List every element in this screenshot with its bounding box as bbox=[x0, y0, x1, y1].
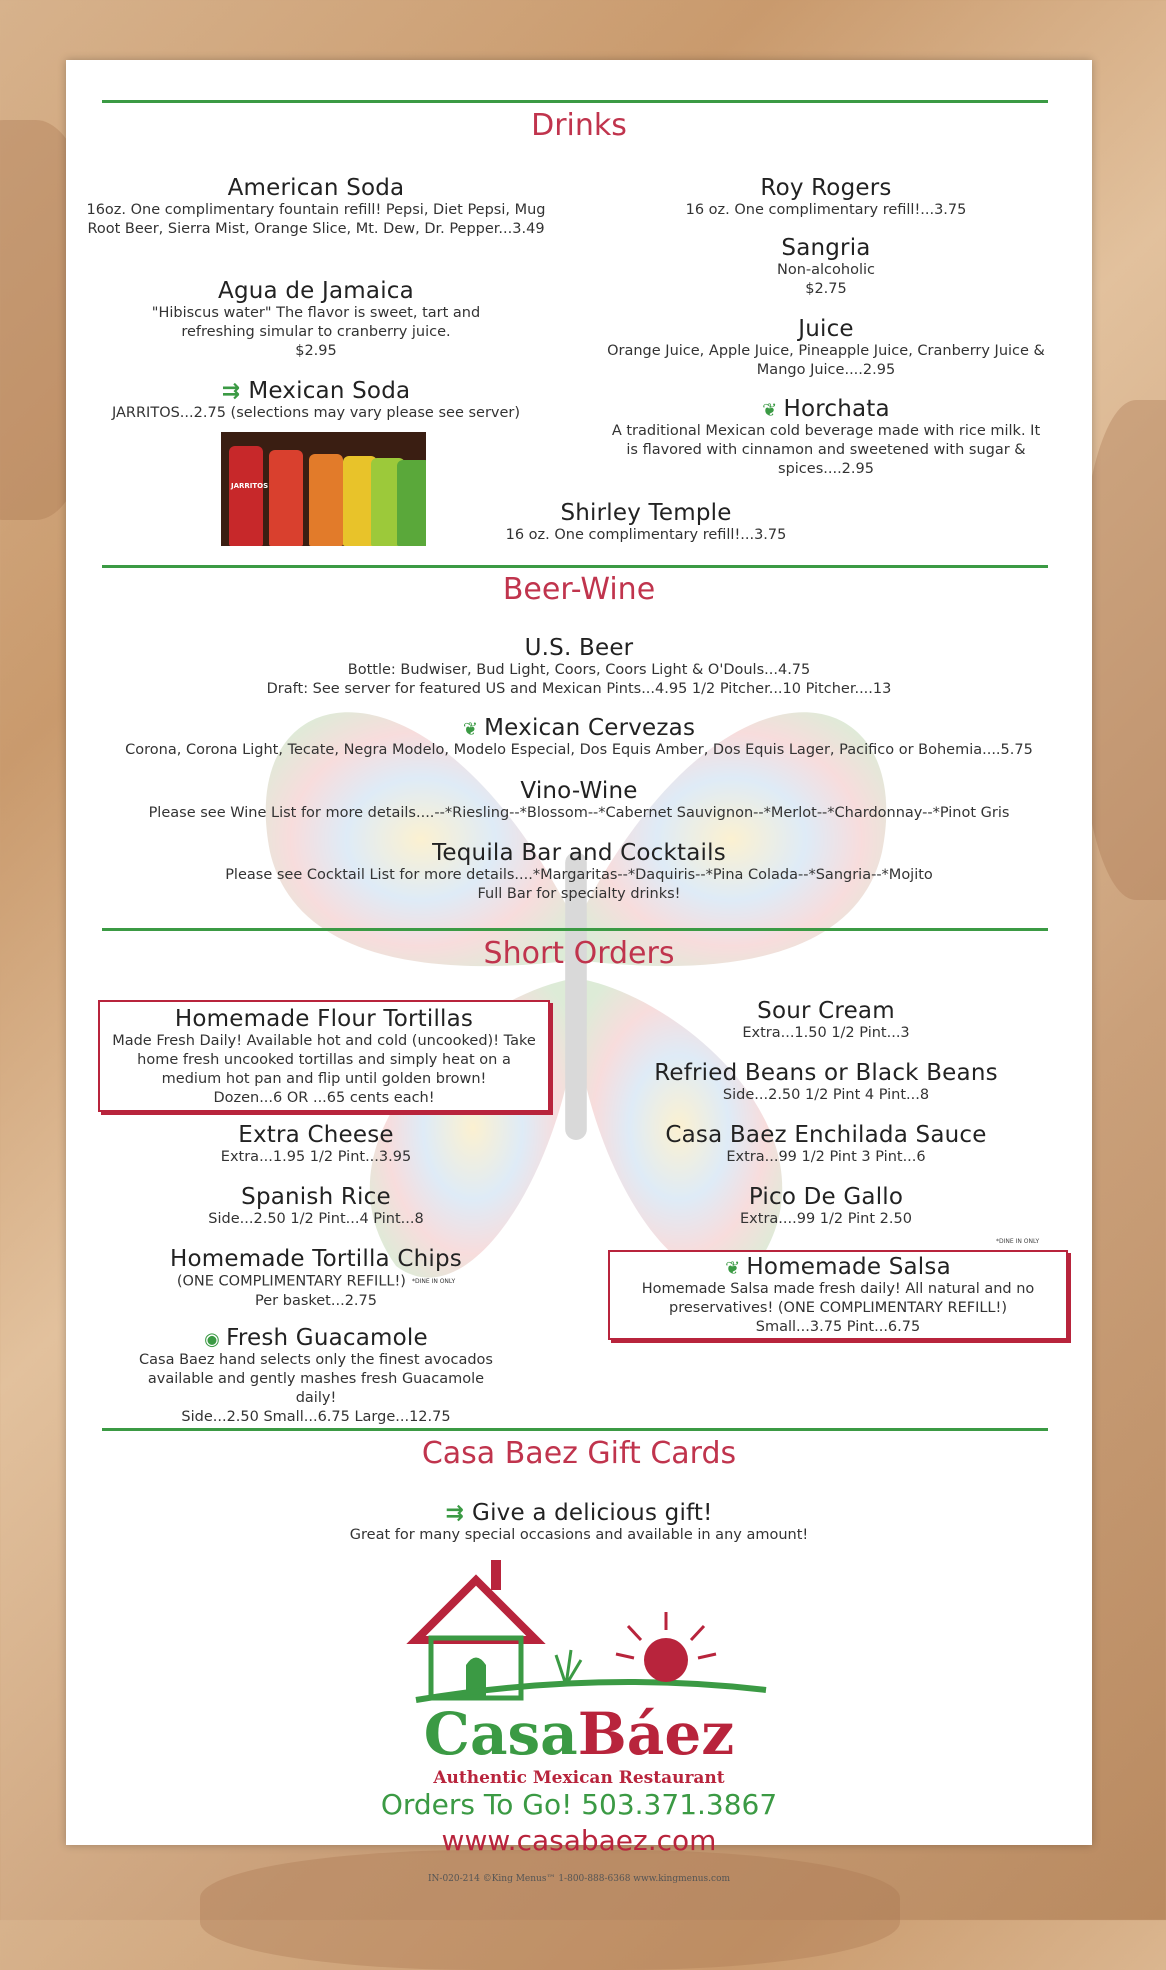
item-desc: Extra...1.50 1/2 Pint...3 bbox=[742, 1025, 910, 1041]
casa-baez-logo bbox=[396, 1550, 776, 1710]
section-divider bbox=[102, 1428, 1048, 1431]
item-name: Fresh Guacamole bbox=[226, 1325, 428, 1351]
website-link[interactable]: www.casabaez.com bbox=[441, 1824, 717, 1857]
arrow-icon: ⇉ bbox=[445, 1501, 465, 1526]
item-name: Sangria bbox=[781, 235, 871, 261]
gift-card-promo bbox=[86, 1500, 1072, 1545]
short-orders-title: Short Orders bbox=[483, 936, 675, 971]
drinks-title: Drinks bbox=[531, 108, 627, 143]
beer-wine-title: Beer-Wine bbox=[502, 572, 656, 607]
bottle-red bbox=[269, 450, 303, 546]
item-desc: Please see Cocktail List for more details....*Margaritas--*Daquiris--*Pina Colada--*Sangria--*Mojito bbox=[225, 867, 933, 883]
roy-rogers bbox=[606, 175, 1046, 220]
homemade-salsa bbox=[620, 1254, 1056, 1337]
item-price: $2.95 bbox=[295, 343, 337, 359]
mexican-cervezas bbox=[86, 715, 1072, 760]
item-name: Homemade Tortilla Chips bbox=[170, 1246, 462, 1272]
gift-cards-title: Casa Baez Gift Cards bbox=[421, 1436, 737, 1471]
item-desc: 16 oz. One complimentary refill!...3.75 bbox=[505, 527, 787, 543]
sour-cream bbox=[606, 998, 1046, 1043]
jarritos-photo bbox=[221, 432, 426, 546]
item-name: Shirley Temple bbox=[560, 500, 732, 526]
item-desc: Bottle: Budwiser, Bud Light, Coors, Coors Light & O'Douls...4.75 bbox=[347, 662, 811, 678]
us-beer bbox=[86, 635, 1072, 699]
item-price: Per basket...2.75 bbox=[255, 1292, 377, 1309]
bottle-green bbox=[397, 460, 426, 546]
item-desc: Extra...1.95 1/2 Pint...3.95 bbox=[220, 1149, 412, 1165]
item-name: Vino-Wine bbox=[520, 778, 638, 804]
item-desc: Full Bar for specialty drinks! bbox=[477, 886, 681, 902]
american-soda bbox=[86, 175, 546, 239]
section-divider bbox=[102, 565, 1048, 568]
item-desc: Please see Wine List for more details....--*Riesling--*Blossom--*Cabernet Sauvignon--*Merlot--*Chardonnay--*Pinot Gris bbox=[148, 805, 1010, 821]
bottle-red bbox=[229, 446, 263, 546]
item-desc: Orange Juice, Apple Juice, Pineapple Juice, Cranberry Juice & Mango Juice....2.95 bbox=[607, 343, 1045, 378]
background-texture bbox=[1080, 400, 1166, 900]
item-desc: Draft: See server for featured US and Mexican Pints...4.95 1/2 Pitcher...10 Pitcher....13 bbox=[266, 681, 892, 697]
refried-beans bbox=[606, 1060, 1046, 1105]
gift-desc: Great for many special occasions and available in any amount! bbox=[349, 1527, 809, 1543]
brand-baez: Báez bbox=[577, 1700, 735, 1768]
arrow-icon: ⇉ bbox=[221, 379, 241, 404]
avocado-icon: ◉ bbox=[204, 1329, 221, 1350]
item-name: Roy Rogers bbox=[760, 175, 892, 201]
section-divider bbox=[102, 100, 1048, 103]
item-desc: 16oz. One complimentary fountain refill! Pepsi, Diet Pepsi, Mug Root Beer, Sierra Mist, Orange Slice, Mt. Dew, Dr. Pepper...3.49 bbox=[86, 202, 546, 237]
mexican-soda bbox=[86, 378, 546, 423]
fresh-guacamole bbox=[86, 1325, 546, 1427]
agua-de-jamaica bbox=[86, 278, 546, 361]
item-name: Spanish Rice bbox=[241, 1184, 391, 1210]
item-name: Mexican Soda bbox=[248, 378, 411, 404]
item-name: Mexican Cervezas bbox=[484, 715, 696, 741]
item-name: Pico De Gallo bbox=[748, 1184, 904, 1210]
horchata bbox=[606, 396, 1046, 479]
spanish-rice bbox=[86, 1184, 546, 1229]
tortillas-box bbox=[98, 1000, 550, 1112]
item-desc: Casa Baez hand selects only the finest avocados available and gently mashes fresh Guacamole daily! bbox=[139, 1352, 493, 1406]
leaf-icon: ❦ bbox=[462, 719, 479, 740]
item-desc: Side...2.50 1/2 Pint...4 Pint...8 bbox=[208, 1211, 424, 1227]
item-desc: Side...2.50 1/2 Pint 4 Pint...8 bbox=[722, 1087, 930, 1103]
item-name: Homemade Flour Tortillas bbox=[174, 1006, 474, 1032]
item-desc: Non-alcoholic bbox=[777, 262, 875, 278]
photo-label: JARRITOS bbox=[231, 482, 269, 490]
leaf-icon: ❦ bbox=[725, 1258, 741, 1279]
brand-casa: Casa bbox=[423, 1700, 578, 1768]
item-name: Homemade Salsa bbox=[746, 1254, 951, 1280]
item-desc: JARRITOS...2.75 (selections may vary please see server) bbox=[111, 405, 521, 421]
item-price: Side...2.50 Small...6.75 Large...12.75 bbox=[181, 1409, 451, 1425]
item-price: $2.75 bbox=[805, 281, 847, 297]
item-name: American Soda bbox=[227, 175, 405, 201]
item-desc: Extra...99 1/2 Pint 3 Pint...6 bbox=[726, 1149, 926, 1165]
shirley-temple bbox=[436, 500, 856, 545]
bottle-orange bbox=[309, 454, 343, 546]
item-name: Juice bbox=[798, 316, 854, 342]
juice bbox=[606, 316, 1046, 380]
item-price: Small...3.75 Pint...6.75 bbox=[755, 1319, 921, 1335]
section-divider bbox=[102, 928, 1048, 931]
enchilada-sauce bbox=[606, 1122, 1046, 1167]
item-name: U.S. Beer bbox=[524, 635, 634, 661]
item-desc: "Hibiscus water" The flavor is sweet, tart and refreshing simular to cranberry juice. bbox=[151, 305, 481, 340]
vino-wine bbox=[86, 778, 1072, 823]
menu-page bbox=[66, 60, 1092, 1884]
item-desc: Corona, Corona Light, Tecate, Negra Modelo, Modelo Especial, Dos Equis Amber, Dos Equis Lager, Pacifico or Bohemia....5.75 bbox=[125, 742, 1033, 758]
item-desc: Made Fresh Daily! Available hot and cold (uncooked)! Take home fresh uncooked tortillas and simply heat on a medium hot pan and flip until golden brown! bbox=[112, 1033, 536, 1087]
footer-credits: IN-020-214 ©King Menus™ 1-800-888-6368 www.kingmenus.com bbox=[427, 1874, 731, 1884]
gift-headline: Give a delicious gift! bbox=[472, 1500, 713, 1526]
extra-cheese bbox=[86, 1122, 546, 1167]
item-desc: Extra....99 1/2 Pint 2.50 bbox=[740, 1211, 912, 1227]
brand-tagline: Authentic Mexican Restaurant bbox=[433, 1768, 725, 1788]
item-name: Refried Beans or Black Beans bbox=[654, 1060, 998, 1086]
item-name: Agua de Jamaica bbox=[218, 278, 414, 304]
item-name: Horchata bbox=[783, 396, 890, 422]
item-name: Extra Cheese bbox=[238, 1122, 394, 1148]
item-price: Dozen...6 OR ...65 cents each! bbox=[213, 1090, 435, 1106]
sangria bbox=[606, 235, 1046, 299]
item-desc: Homemade Salsa made fresh daily! All natural and no preservatives! (ONE COMPLIMENTARY REFILL!) bbox=[641, 1281, 1035, 1316]
orders-phone: Orders To Go! 503.371.3867 bbox=[380, 1788, 778, 1821]
leaf-icon: ❦ bbox=[762, 400, 778, 421]
homemade-flour-tortillas bbox=[110, 1006, 538, 1108]
tequila-bar bbox=[86, 840, 1072, 904]
homemade-tortilla-chips bbox=[86, 1246, 546, 1311]
salsa-box bbox=[608, 1250, 1068, 1340]
item-name: Casa Baez Enchilada Sauce bbox=[665, 1122, 987, 1148]
item-name: Tequila Bar and Cocktails bbox=[432, 840, 726, 866]
item-desc: 16 oz. One complimentary refill!...3.75 bbox=[685, 202, 967, 218]
item-desc: A traditional Mexican cold beverage made with rice milk. It is flavored with cinnamon and sweetened with sugar & spices....2.95 bbox=[611, 423, 1041, 477]
dine-in-note: *DINE IN ONLY bbox=[996, 1238, 1040, 1245]
pico-de-gallo bbox=[606, 1184, 1046, 1229]
background-texture bbox=[200, 1850, 900, 1970]
item-desc: (ONE COMPLIMENTARY REFILL!) bbox=[176, 1273, 406, 1290]
dine-in-note: *DINE IN ONLY bbox=[411, 1278, 456, 1285]
item-name: Sour Cream bbox=[757, 998, 895, 1024]
brand-name bbox=[66, 1700, 1092, 1768]
